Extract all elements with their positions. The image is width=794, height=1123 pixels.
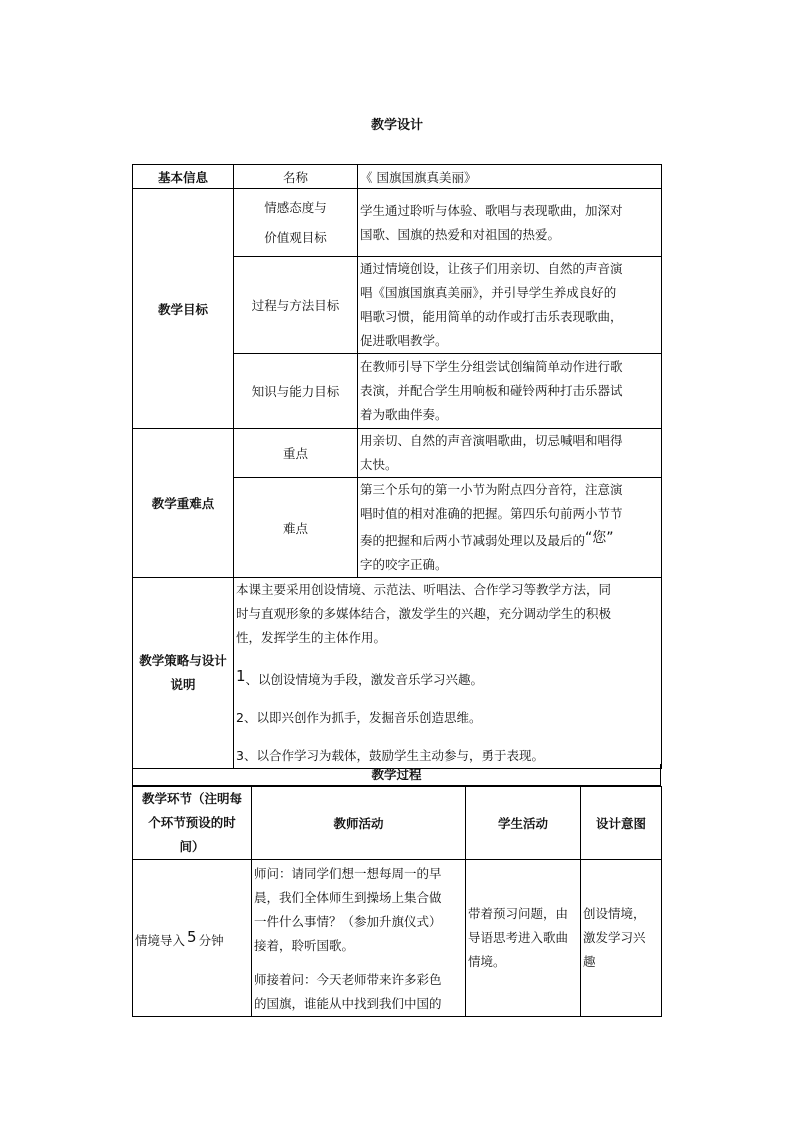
strategy-header-line2: 说明	[170, 677, 196, 692]
text-line	[360, 526, 658, 553]
text-line: 本课主要采用创设情境、示范法、听唱法、合作学习等教学方法，同	[236, 582, 612, 597]
stage-unit: 分钟	[198, 932, 224, 948]
col-header-stage	[133, 787, 252, 860]
col-header-teacher: 教师活动	[252, 787, 466, 860]
stage-text: 情境导入	[135, 932, 186, 948]
text-line: 唱时值的相对准确的把握。第四乐句前两小节节	[360, 506, 623, 521]
name-value: 《 国旗国旗真美丽》	[358, 165, 662, 189]
strategy-header-line1: 教学策略与设计	[139, 653, 227, 668]
text-line: 接着，聆听国歌。	[254, 938, 355, 953]
text-line: 第三个乐句的第一小节为附点四分音符，注意演	[360, 482, 623, 497]
focus-label: 重点	[234, 429, 358, 478]
student-activity-cell	[466, 860, 581, 1017]
strategy-point-1	[236, 664, 658, 692]
text-line: 国歌、国旗的热爱和对祖国的热爱。	[360, 226, 561, 242]
strategy-text	[234, 578, 662, 769]
goal-text-process	[358, 257, 662, 354]
basic-info-header: 基本信息	[133, 165, 234, 189]
text-line: 师问：请同学们想一想每周一的早	[254, 866, 442, 881]
text-line: 太快。	[360, 457, 398, 472]
goals-header: 教学目标	[133, 189, 234, 429]
text-line: 师接着问：今天老师带来许多彩色	[254, 972, 442, 987]
stage-cell	[133, 860, 252, 1017]
page-title: 教学设计	[370, 118, 423, 133]
process-title: 教学过程	[132, 764, 661, 786]
text-line: 促进歌唱教学。	[360, 333, 448, 348]
focus-text	[358, 429, 662, 478]
text-line: 趣	[583, 954, 596, 969]
col-header-intent: 设计意图	[581, 787, 662, 860]
goal-label-emotion	[234, 189, 358, 257]
text-line: 教学环节（注明每	[141, 791, 242, 806]
point-text: 、以创设情境为手段，激发音乐学习兴趣。	[245, 672, 484, 687]
difficulty-label: 难点	[234, 478, 358, 578]
difficulty-text	[358, 478, 662, 578]
text-line: 个环节预设的时	[148, 815, 236, 830]
text-line: 性，发挥学生的主体作用。	[236, 630, 387, 645]
quoted-char: “您”	[585, 530, 614, 546]
goal-label-emotion-line2: 价值观目标	[264, 229, 327, 245]
goal-text-knowledge	[358, 354, 662, 429]
text-line: 用亲切、自然的声音演唱歌曲，切忌喊唱和唱得	[360, 433, 623, 448]
goal-label-emotion-line1: 情感态度与	[264, 199, 327, 215]
point-number: 1	[236, 667, 246, 685]
col-header-student: 学生活动	[466, 787, 581, 860]
text-line: 唱歌习惯，能用简单的动作或打击乐表现歌曲，	[360, 309, 623, 324]
strategy-header	[133, 578, 234, 769]
text-line: 唱《国旗国旗真美丽》，并引导学生养成良好的	[360, 285, 617, 300]
text-line: 创设情境，	[583, 906, 646, 921]
text-line: 晨，我们全体师生到操场上集合做	[254, 890, 442, 905]
text-line: 通过情境创设，让孩子们用亲切、自然的声音演	[360, 261, 623, 276]
text-line: 激发学习兴	[583, 930, 646, 945]
goal-label-process: 过程与方法目标	[234, 257, 358, 354]
text-line: 在教师引导下学生分组尝试创编简单动作进行歌	[360, 359, 623, 374]
key-points-header: 教学重难点	[133, 429, 234, 578]
intent-cell	[581, 860, 662, 1017]
goal-label-knowledge: 知识与能力目标	[234, 354, 358, 429]
stage-minutes: 5	[187, 927, 197, 946]
text-line: 时与直观形象的多媒体结合，激发学生的兴趣，充分调动学生的积极	[236, 606, 612, 621]
text-line: 字的咬字正确。	[360, 557, 448, 572]
text-line: 导语思考进入歌曲	[468, 930, 569, 945]
strategy-point-2: 2、以即兴创作为抓手，发掘音乐创造思维。	[236, 710, 482, 725]
lesson-info-table	[132, 164, 662, 769]
text-line: 表演，并配合学生用响板和碰铃两种打击乐器试	[360, 383, 623, 398]
process-table	[132, 786, 662, 1017]
text-line: 的国旗，谁能从中找到我们中国的	[254, 996, 442, 1011]
text-line: 一件什么事情？（参加升旗仪式）	[254, 914, 442, 929]
text-line: 学生通过聆听与体验、歌唱与表现歌曲，加深对	[360, 202, 623, 218]
teacher-activity-cell	[252, 860, 466, 1017]
text-line: 情境。	[468, 954, 506, 969]
goal-text-emotion	[358, 189, 662, 257]
text-segment: 奏的把握和后两小节减弱处理以及最后的	[360, 533, 586, 548]
text-line: 间）	[179, 839, 205, 854]
text-line: 带着预习问题，由	[468, 906, 569, 921]
text-line: 着为歌曲伴奏。	[360, 407, 448, 422]
strategy-point-3: 3、以合作学习为载体，鼓励学生主动参与，勇于表现。	[236, 748, 544, 763]
name-label: 名称	[234, 165, 358, 189]
